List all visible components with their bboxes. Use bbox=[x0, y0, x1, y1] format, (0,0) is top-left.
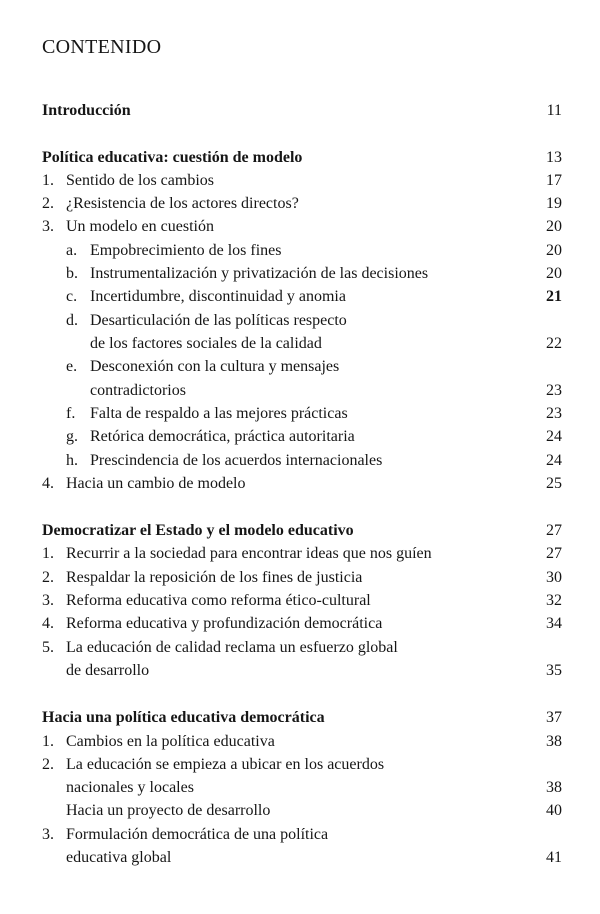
toc-entry-title: Hacia un cambio de modelo bbox=[66, 475, 246, 492]
toc-subentry-title-cont: contradictorios bbox=[90, 382, 186, 399]
toc-entry-title: Un modelo en cuestión bbox=[66, 218, 214, 235]
toc-subentry-page: 20 bbox=[546, 242, 562, 259]
toc-entry-page: 38 bbox=[546, 779, 562, 796]
toc-intro-page: 11 bbox=[546, 102, 562, 119]
toc-entry-title: Recurrir a la sociedad para encontrar ideas que nos guíen bbox=[66, 545, 432, 562]
toc-subentry-letter: h. bbox=[66, 452, 78, 469]
toc-entry-number: 2. bbox=[42, 195, 54, 212]
toc-subentry-letter: g. bbox=[66, 428, 78, 445]
toc-entry-title: Reforma educativa como reforma ético-cultural bbox=[66, 592, 371, 609]
toc-entry-number: 3. bbox=[42, 218, 54, 235]
toc-subentry-title: Retórica democrática, práctica autoritaria bbox=[90, 428, 355, 445]
toc-entry-page: 38 bbox=[546, 733, 562, 750]
toc-subentry-title: Prescindencia de los acuerdos internacionales bbox=[90, 452, 383, 469]
toc-section-3-page: 37 bbox=[546, 709, 562, 726]
toc-section-3-title: Hacia una política educativa democrática bbox=[42, 709, 325, 726]
toc-entry-title: Hacia un proyecto de desarrollo bbox=[66, 802, 271, 819]
toc-entry-title-cont: nacionales y locales bbox=[66, 779, 194, 796]
toc-section-2-title: Democratizar el Estado y el modelo educativo bbox=[42, 522, 354, 539]
toc-entry-title: Sentido de los cambios bbox=[66, 172, 214, 189]
toc-section-1-title: Política educativa: cuestión de modelo bbox=[42, 149, 303, 166]
toc-subentry-letter: d. bbox=[66, 312, 78, 329]
toc-entry-page: 40 bbox=[546, 802, 562, 819]
toc-entry-number: 2. bbox=[42, 569, 54, 586]
toc-entry-number: 1. bbox=[42, 172, 54, 189]
toc-entry-title: La educación se empieza a ubicar en los acuerdos bbox=[66, 756, 385, 773]
toc-subentry-letter: e. bbox=[66, 358, 78, 375]
toc-subentry-title: Empobrecimiento de los fines bbox=[90, 242, 282, 259]
toc-entry-page: 32 bbox=[546, 592, 562, 609]
toc-section-1-page: 13 bbox=[546, 149, 562, 166]
toc-subentry-title: Falta de respaldo a las mejores prácticas bbox=[90, 405, 348, 422]
toc-subentry-title-cont: de los factores sociales de la calidad bbox=[90, 335, 322, 352]
toc-subentry-title: Incertidumbre, discontinuidad y anomia bbox=[90, 288, 346, 305]
toc-subentry-page: 24 bbox=[546, 428, 562, 445]
toc-subentry-letter: a. bbox=[66, 242, 78, 259]
toc-subentry-letter: f. bbox=[66, 405, 76, 422]
toc-subentry-page: 21 bbox=[546, 288, 562, 305]
toc-intro-title: Introducción bbox=[42, 102, 131, 119]
toc-entry-page: 19 bbox=[546, 195, 562, 212]
toc-entry-page: 27 bbox=[546, 545, 562, 562]
toc-entry-number: 1. bbox=[42, 545, 54, 562]
toc-subentry-page: 24 bbox=[546, 452, 562, 469]
toc-entry-page: 41 bbox=[546, 849, 562, 866]
toc-entry-title-cont: educativa global bbox=[66, 849, 172, 866]
toc-entry-page: 20 bbox=[546, 218, 562, 235]
toc-entry-number: 5. bbox=[42, 639, 54, 656]
toc-entry-title: Respaldar la reposición de los fines de justicia bbox=[66, 569, 363, 586]
toc-subentry-page: 23 bbox=[546, 405, 562, 422]
toc-entry-number: 1. bbox=[42, 733, 54, 750]
toc-entry-page: 17 bbox=[546, 172, 562, 189]
toc-entry-page: 35 bbox=[546, 662, 562, 679]
toc-entry-title: ¿Resistencia de los actores directos? bbox=[66, 195, 299, 212]
toc-entry-number: 3. bbox=[42, 826, 54, 843]
toc-entry-page: 25 bbox=[546, 475, 562, 492]
toc-subentry-page: 23 bbox=[546, 382, 562, 399]
toc-entry-number: 2. bbox=[42, 756, 54, 773]
toc-subentry-letter: c. bbox=[66, 288, 78, 305]
toc-entry-number: 3. bbox=[42, 592, 54, 609]
toc-entry-number: 4. bbox=[42, 475, 54, 492]
toc-entry-title-cont: de desarrollo bbox=[66, 662, 150, 679]
toc-entry-page: 30 bbox=[546, 569, 562, 586]
toc-subentry-letter: b. bbox=[66, 265, 78, 282]
toc-entry-title: La educación de calidad reclama un esfuerzo global bbox=[66, 639, 398, 656]
toc-entry-title: Cambios en la política educativa bbox=[66, 733, 275, 750]
toc-entry-title: Reforma educativa y profundización democrática bbox=[66, 615, 383, 632]
toc-subentry-title: Desconexión con la cultura y mensajes bbox=[90, 358, 340, 375]
toc-section-2-page: 27 bbox=[546, 522, 562, 539]
toc-entry-number: 4. bbox=[42, 615, 54, 632]
page-heading: CONTENIDO bbox=[42, 36, 162, 58]
toc-subentry-title: Desarticulación de las políticas respecto bbox=[90, 312, 347, 329]
toc-subentry-page: 20 bbox=[546, 265, 562, 282]
toc-subentry-page: 22 bbox=[546, 335, 562, 352]
toc-subentry-title: Instrumentalización y privatización de las decisiones bbox=[90, 265, 429, 282]
toc-entry-page: 34 bbox=[546, 615, 562, 632]
toc-entry-title: Formulación democrática de una política bbox=[66, 826, 329, 843]
